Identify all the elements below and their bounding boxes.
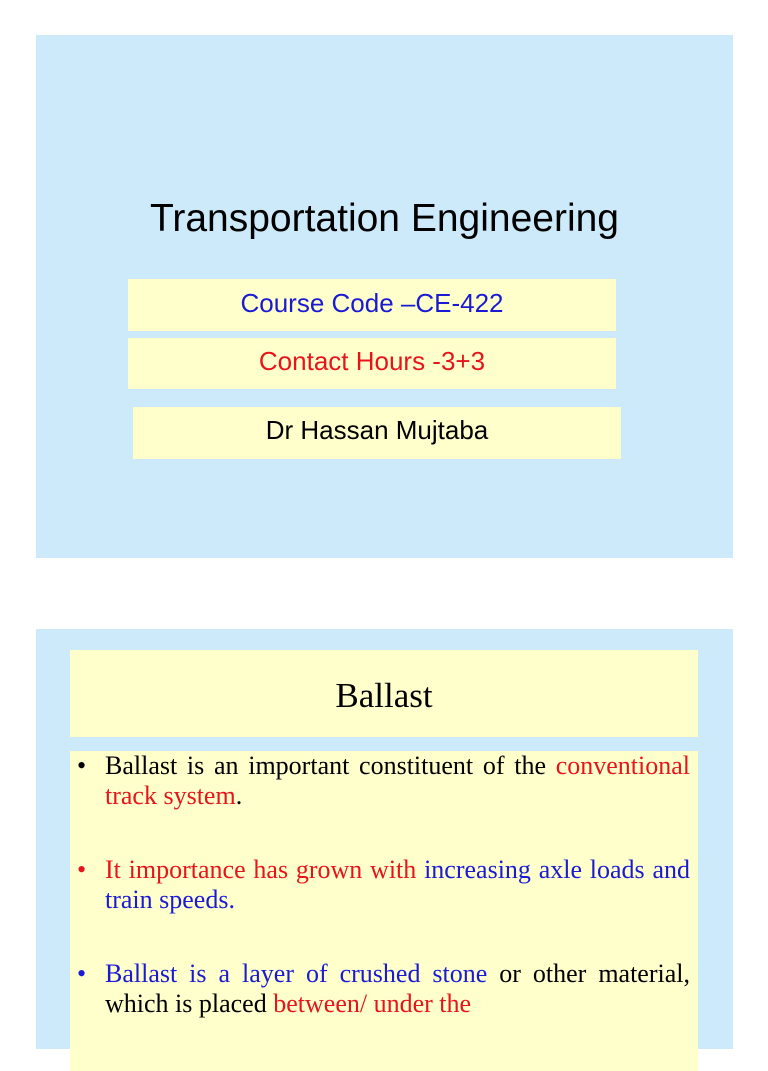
title-slide [36,35,733,558]
bullet-item [70,959,690,1019]
bullet-item [70,751,690,811]
contact-hours: Contact Hours -3+3 [128,338,616,389]
bullet-icon: • [77,855,87,884]
course-code: Course Code –CE-422 [128,279,616,331]
bullet-text-highlight: between/ under the [273,989,472,1018]
bullet-icon: • [77,751,87,780]
bullet-text: Ballast is a layer of crushed stone [105,959,488,988]
content-box [70,751,698,1071]
bullet-text: Ballast is an important constituent of the [105,751,556,780]
bullet-text: It importance has grown with [105,855,425,884]
ballast-slide [36,629,733,1049]
bullet-text: or other material, which is placed [105,959,690,1018]
bullet-text: . [235,781,243,810]
bullet-item [70,855,690,915]
slide-title: Transportation Engineering [149,197,619,240]
author-name: Dr Hassan Mujtaba [133,407,621,459]
bullet-text-highlight: conventional track system [105,751,690,810]
slide-title: Ballast [70,650,698,737]
bullet-icon: • [77,959,87,988]
bullet-text-highlight: increasing axle loads and train speeds. [105,855,690,914]
